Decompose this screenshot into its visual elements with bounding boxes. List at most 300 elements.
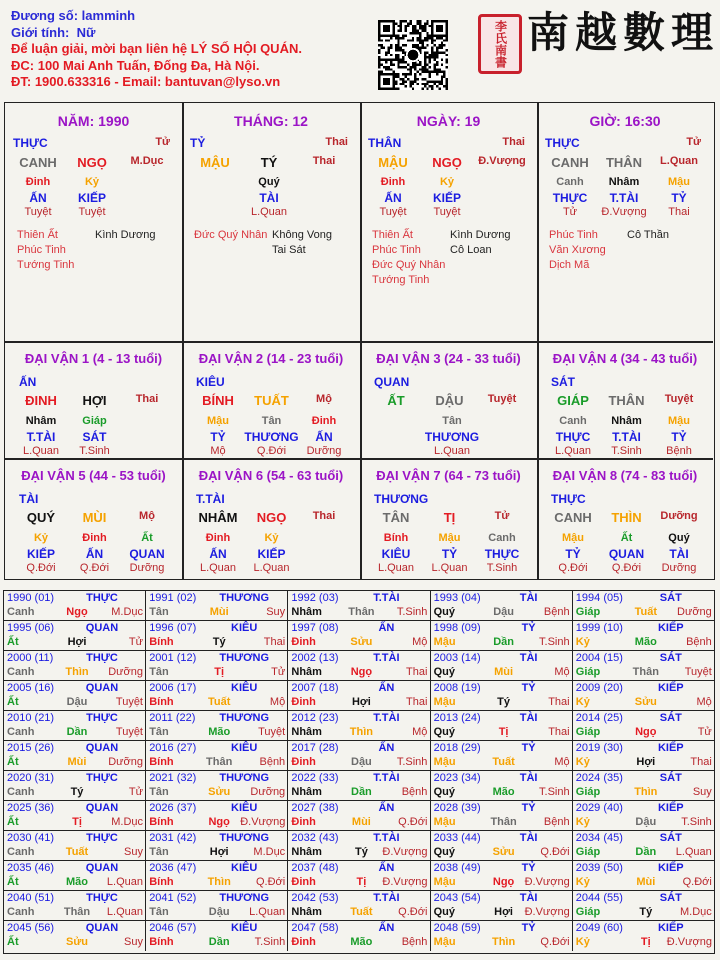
dai-van-stem: QUÝ: [26, 510, 56, 525]
year-cell[interactable]: [573, 741, 715, 771]
gender-value: Nữ: [76, 24, 96, 40]
star-other: Kình Dương: [95, 229, 156, 241]
year-label: 2004 (15): [575, 652, 623, 664]
year-cell[interactable]: [573, 591, 715, 621]
dv-hidden-state: Bệnh: [666, 445, 692, 457]
year-god: KIẾP: [657, 862, 684, 874]
year-god: THỰC: [86, 832, 118, 844]
year-stem: Canh: [7, 666, 35, 678]
hidden-state: Tử: [562, 206, 578, 218]
year-label: 2037 (48): [291, 862, 339, 874]
year-stem: Tân: [149, 726, 169, 738]
year-branch: Tý: [70, 786, 84, 798]
year-stem: Đinh: [291, 696, 316, 708]
year-state: L.Quan: [249, 906, 286, 918]
dv-hidden-stem: Đinh: [82, 532, 107, 544]
hidden-state: Tuyệt: [78, 206, 106, 218]
year-cell[interactable]: [4, 801, 146, 831]
year-label: 2018 (29): [433, 742, 481, 754]
year-cell[interactable]: [146, 891, 288, 921]
hidden-god: ẤN: [384, 191, 402, 205]
year-label: 2003 (14): [433, 652, 481, 664]
year-branch: Thìn: [634, 786, 658, 798]
year-cell[interactable]: [4, 861, 146, 891]
star-auspicious: Dịch Mã: [549, 259, 590, 271]
year-cell[interactable]: [4, 921, 146, 951]
year-state: Bệnh: [543, 606, 570, 618]
year-state: M.Dục: [111, 816, 143, 828]
year-state: Đ.Vượng: [524, 906, 570, 918]
year-stem: Kỷ: [575, 696, 590, 708]
year-cell[interactable]: [146, 621, 288, 651]
year-state: Đ.Vượng: [240, 816, 286, 828]
hidden-state: Thai: [668, 206, 690, 218]
year-branch: Mão: [350, 936, 373, 948]
year-cell[interactable]: [288, 891, 430, 921]
year-label: 2000 (11): [7, 652, 54, 664]
year-label: 2033 (44): [433, 832, 481, 844]
year-label: 2026 (37): [149, 802, 197, 814]
pillar-branch: THÂN: [605, 155, 643, 170]
year-state: Bệnh: [543, 816, 570, 828]
year-state: Dưỡng: [250, 786, 286, 798]
year-label: 2024 (35): [575, 772, 623, 784]
dai-van-state: Thai: [135, 393, 159, 405]
year-stem: Quý: [433, 786, 455, 798]
year-cell[interactable]: [4, 741, 146, 771]
year-cell[interactable]: [146, 681, 288, 711]
pillar-stem: CANH: [19, 155, 57, 170]
year-label: 2043 (54): [433, 892, 481, 904]
pillar-state: L.Quan: [660, 155, 698, 167]
year-branch: Ngọ: [208, 816, 230, 828]
year-cell[interactable]: [288, 591, 430, 621]
hidden-god: ẤN: [29, 191, 47, 205]
year-label: 1999 (10): [575, 622, 623, 634]
owner-label: Đương số:: [11, 8, 79, 23]
dv-hidden-stem: Mậu: [438, 532, 461, 544]
year-cell[interactable]: [4, 681, 146, 711]
year-stem: Bính: [149, 876, 174, 888]
pillar-branch-god: Thai: [502, 136, 525, 148]
year-state: Bệnh: [686, 636, 712, 648]
year-branch: Sửu: [634, 696, 657, 708]
year-cell[interactable]: [146, 921, 288, 951]
hidden-stem: Kỷ: [84, 176, 100, 188]
year-state: Q.Đới: [540, 936, 570, 948]
year-cell[interactable]: [288, 681, 430, 711]
year-branch: Thân: [206, 756, 233, 768]
year-state: M.Dục: [253, 846, 286, 858]
year-stem: Bính: [149, 816, 174, 828]
year-cell[interactable]: [146, 591, 288, 621]
year-cell[interactable]: [146, 831, 288, 861]
year-cell[interactable]: [288, 801, 430, 831]
year-god: KIÊU: [231, 682, 258, 694]
header-info: [11, 8, 371, 91]
year-label: 2044 (55): [575, 892, 623, 904]
year-cell[interactable]: [431, 741, 573, 771]
year-branch: Dần: [635, 846, 657, 858]
year-branch: Thân: [348, 606, 375, 618]
year-label: 1993 (04): [433, 592, 481, 604]
dv-hidden-state: L.Quan: [253, 562, 290, 574]
year-cell[interactable]: [4, 771, 146, 801]
year-cell[interactable]: [431, 771, 573, 801]
dv-hidden-state: Dưỡng: [129, 562, 165, 574]
year-branch: Mùi: [351, 816, 371, 828]
dv-hidden-god: TÀI: [669, 547, 689, 561]
dai-van-state: Dưỡng: [660, 510, 698, 522]
year-state: Q.Đới: [540, 846, 570, 858]
year-cell[interactable]: [288, 711, 430, 741]
year-god: SÁT: [659, 712, 682, 724]
year-state: Mộ: [554, 666, 570, 678]
year-branch: Sửu: [208, 786, 231, 798]
dv-hidden-god: THỰC: [484, 547, 520, 561]
year-cell[interactable]: [431, 891, 573, 921]
dai-van-title: ĐẠI VẬN 7 (64 - 73 tuổi): [376, 468, 521, 483]
phone-email-line[interactable]: ĐT: 1900.633316 - Email: bantuvan@lyso.vn: [11, 74, 281, 89]
year-cell[interactable]: [431, 621, 573, 651]
year-cell[interactable]: [573, 651, 715, 681]
year-stem: Giáp: [575, 846, 601, 858]
year-label: 2008 (19): [433, 682, 481, 694]
year-branch: Mùi: [636, 876, 656, 888]
year-label: 2032 (43): [291, 832, 339, 844]
year-god: ẤN: [378, 742, 395, 754]
year-branch: Sửu: [350, 636, 373, 648]
year-label: 2014 (25): [575, 712, 623, 724]
year-state: Tử: [128, 636, 143, 648]
year-god: T.TÀI: [373, 652, 400, 664]
year-god: QUAN: [85, 622, 119, 634]
year-god: T.TÀI: [373, 592, 400, 604]
dai-van-stem: CANH: [554, 510, 592, 525]
dv-hidden-stem: Canh: [559, 415, 587, 427]
year-god: THƯƠNG: [219, 652, 270, 664]
year-cell[interactable]: [431, 711, 573, 741]
dv-hidden-god: SÁT: [82, 430, 107, 444]
year-god: THƯƠNG: [219, 892, 270, 904]
dv-hidden-state: L.Quan: [554, 445, 592, 457]
dv-hidden-god: KIẾP: [257, 547, 286, 561]
year-cell[interactable]: [573, 621, 715, 651]
year-god: SÁT: [659, 832, 682, 844]
year-stem: Giáp: [575, 606, 601, 618]
year-cell[interactable]: [4, 831, 146, 861]
year-cell[interactable]: [573, 861, 715, 891]
year-branch: Sửu: [492, 846, 515, 858]
year-stem: Ất: [7, 816, 19, 828]
year-label: 2007 (18): [291, 682, 339, 694]
hidden-stem: Mậu: [668, 176, 690, 188]
dv-hidden-stem: Đinh: [311, 415, 337, 427]
star-other: Tai Sát: [272, 244, 306, 256]
year-state: Bệnh: [401, 786, 428, 798]
year-god: THƯƠNG: [219, 592, 270, 604]
year-label: 1995 (06): [7, 622, 55, 634]
year-branch: Mùi: [494, 666, 514, 678]
year-state: Suy: [266, 606, 286, 618]
year-branch: Dần: [208, 936, 230, 948]
year-branch: Ngọ: [66, 606, 88, 618]
year-cell[interactable]: [146, 651, 288, 681]
year-stem: Đinh: [291, 876, 316, 888]
hidden-state: Tuyệt: [433, 206, 461, 218]
year-label: 2019 (30): [575, 742, 623, 754]
year-branch: Mão: [208, 726, 231, 738]
year-cell[interactable]: [4, 621, 146, 651]
year-stem: Ất: [7, 696, 19, 708]
year-cell[interactable]: [431, 591, 573, 621]
star-auspicious: Đức Quý Nhân: [194, 229, 268, 241]
hidden-god: THỰC: [552, 191, 588, 205]
year-god: T.TÀI: [373, 832, 400, 844]
pillar-heaven-god: THÂN: [368, 136, 402, 150]
pillar-branch-god: Tử: [686, 136, 701, 148]
year-cell[interactable]: [573, 921, 715, 951]
year-cell[interactable]: [4, 891, 146, 921]
hidden-stem: Đinh: [380, 176, 406, 188]
dai-van-stem: GIÁP: [557, 393, 589, 408]
dv-hidden-state: Q.Đới: [26, 562, 56, 574]
year-cell[interactable]: [288, 621, 430, 651]
year-god: TỶ: [521, 922, 536, 934]
hidden-god: T.TÀI: [609, 191, 639, 205]
year-god: KIẾP: [657, 742, 684, 754]
year-god: THỰC: [86, 652, 118, 664]
year-stem: Đinh: [291, 936, 316, 948]
year-label: 2001 (12): [149, 652, 197, 664]
contact-line: Để luận giải, mời bạn liên hệ LÝ SỐ HỘI QUÁN.: [11, 41, 302, 56]
dv-hidden-god: ẤN: [315, 430, 333, 444]
year-state: Q.Đới: [682, 876, 712, 888]
dai-van-branch: HỢI: [82, 393, 107, 408]
year-god: TỶ: [521, 802, 536, 814]
year-stem: Tân: [149, 666, 169, 678]
dv-hidden-state: T.Sinh: [611, 445, 642, 457]
hidden-stem: Canh: [556, 176, 584, 188]
dai-van-branch: NGỌ: [256, 510, 287, 525]
dv-hidden-stem: Ất: [141, 532, 153, 544]
dv-hidden-stem: Nhâm: [25, 415, 57, 427]
year-stem: Giáp: [575, 786, 601, 798]
pillar-title: GIỜ: 16:30: [589, 113, 661, 129]
year-state: Thai: [405, 696, 428, 708]
year-state: Tuyệt: [115, 696, 143, 708]
year-state: Tuyệt: [684, 666, 712, 678]
dai-van-god: THỰC: [551, 492, 586, 506]
pillar-state: M.Dục: [130, 155, 164, 167]
year-god: ẤN: [378, 862, 395, 874]
star-auspicious: Phúc Tinh: [17, 244, 66, 256]
dv-hidden-state: Dưỡng: [661, 562, 697, 574]
year-state: Đ.Vượng: [524, 876, 570, 888]
year-cell[interactable]: [573, 801, 715, 831]
year-branch: Dần: [493, 636, 514, 648]
dv-hidden-stem: Đinh: [205, 532, 231, 544]
year-branch: Hợi: [636, 756, 656, 768]
year-branch: Dậu: [208, 906, 230, 918]
year-branch: Tý: [212, 636, 226, 648]
year-cell[interactable]: [4, 651, 146, 681]
year-branch: Tý: [639, 906, 653, 918]
dai-van-god: T.TÀI: [196, 492, 225, 506]
year-cell[interactable]: [146, 741, 288, 771]
year-god: TÀI: [519, 652, 538, 664]
year-state: M.Dục: [111, 606, 143, 618]
year-cell[interactable]: [431, 861, 573, 891]
year-branch: Tị: [640, 936, 651, 948]
qr-code-icon[interactable]: [378, 20, 448, 90]
year-god: KIÊU: [231, 742, 258, 754]
year-stem: Tân: [149, 786, 169, 798]
year-branch: Mão: [66, 876, 88, 888]
year-state: T.Sinh: [396, 606, 428, 618]
dv-hidden-god: KIẾP: [26, 547, 55, 561]
dv-hidden-god: TỶ: [441, 547, 458, 561]
year-cell[interactable]: [288, 651, 430, 681]
year-label: 2042 (53): [291, 892, 339, 904]
dai-van-state: Thai: [312, 510, 336, 522]
year-cell[interactable]: [431, 921, 573, 951]
dai-van-state: Mộ: [139, 510, 155, 522]
year-stem: Ất: [7, 876, 19, 888]
year-cell[interactable]: [431, 831, 573, 861]
year-cell[interactable]: [288, 741, 430, 771]
dv-hidden-stem: Kỷ: [33, 532, 49, 544]
year-cell[interactable]: [573, 891, 715, 921]
year-state: Mộ: [269, 696, 286, 708]
year-stem: Giáp: [575, 726, 601, 738]
year-label: 2020 (31): [7, 772, 55, 784]
dv-hidden-state: T.Sinh: [486, 562, 518, 574]
dv-hidden-stem: Mậu: [207, 415, 229, 427]
year-branch: Dậu: [493, 606, 514, 618]
year-god: KIÊU: [231, 922, 258, 934]
dv-hidden-stem: Ất: [620, 532, 633, 544]
year-stem: Nhâm: [291, 606, 322, 618]
year-cell[interactable]: [431, 681, 573, 711]
dv-hidden-god: KIÊU: [381, 547, 411, 561]
year-god: T.TÀI: [373, 772, 400, 784]
year-cell[interactable]: [4, 711, 146, 741]
year-god: SÁT: [659, 652, 682, 664]
year-cell[interactable]: [4, 591, 146, 621]
dv-hidden-god: TỶ: [565, 547, 581, 561]
year-label: 2012 (23): [291, 712, 339, 724]
pillar-title: NGÀY: 19: [416, 113, 481, 129]
year-cell[interactable]: [146, 711, 288, 741]
year-cell[interactable]: [146, 861, 288, 891]
year-god: TỶ: [521, 622, 536, 634]
year-cell[interactable]: [573, 771, 715, 801]
hidden-stem: Quý: [258, 176, 280, 188]
year-state: Mộ: [554, 756, 570, 768]
year-label: 2036 (47): [149, 862, 197, 874]
year-branch: Ngọ: [635, 726, 657, 738]
hidden-god: TÀI: [259, 191, 279, 205]
year-label: 2010 (21): [7, 712, 55, 724]
year-stem: Mậu: [433, 936, 456, 948]
dv-hidden-stem: Kỷ: [264, 532, 279, 544]
pillar-branch: NGỌ: [77, 155, 107, 170]
year-branch: Thìn: [349, 726, 373, 738]
year-cell[interactable]: [288, 771, 430, 801]
year-god: THƯƠNG: [219, 712, 270, 724]
year-label: 2023 (34): [433, 772, 481, 784]
dai-van-state: Tử: [494, 510, 510, 522]
dv-hidden-stem: Quý: [668, 532, 690, 544]
year-state: Đ.Vượng: [382, 846, 428, 858]
year-state: Thai: [263, 636, 286, 648]
year-cell[interactable]: [431, 651, 573, 681]
year-god: KIẾP: [657, 802, 684, 814]
year-god: TỶ: [521, 862, 536, 874]
year-stem: Giáp: [575, 906, 601, 918]
year-cell[interactable]: [573, 831, 715, 861]
year-state: Q.Đới: [255, 876, 286, 888]
year-state: Dưỡng: [677, 606, 712, 618]
year-state: Thai: [548, 696, 570, 708]
star-auspicious: Phúc Tinh: [372, 244, 421, 256]
dv-hidden-stem: Mậu: [562, 532, 584, 544]
dai-van-branch: THÂN: [608, 393, 645, 408]
year-branch: Ngọ: [492, 876, 515, 888]
year-stem: Quý: [433, 726, 455, 738]
year-cell[interactable]: [146, 771, 288, 801]
year-state: Mộ: [696, 696, 712, 708]
dv-hidden-state: Mộ: [210, 445, 226, 457]
dai-van-god: SÁT: [551, 375, 575, 389]
year-state: Đ.Vượng: [382, 876, 428, 888]
year-cell[interactable]: [288, 861, 430, 891]
year-label: 2027 (38): [291, 802, 339, 814]
year-god: KIÊU: [231, 802, 258, 814]
year-stem: Tân: [149, 846, 169, 858]
year-stem: Quý: [433, 666, 455, 678]
year-stem: Kỷ: [575, 876, 590, 888]
year-state: Suy: [692, 786, 712, 798]
year-state: Tử: [271, 666, 286, 678]
year-god: T.TÀI: [373, 892, 400, 904]
year-cell[interactable]: [288, 921, 430, 951]
year-state: L.Quan: [106, 876, 143, 888]
year-cell[interactable]: [146, 801, 288, 831]
dv-hidden-god: THƯƠNG: [244, 430, 299, 444]
year-god: THỰC: [86, 592, 118, 604]
year-cell[interactable]: [431, 801, 573, 831]
year-god: THỰC: [86, 712, 118, 724]
year-branch: Thân: [490, 816, 517, 828]
year-cell[interactable]: [288, 831, 430, 861]
pillar-branch: NGỌ: [432, 155, 462, 170]
year-god: THƯƠNG: [219, 832, 270, 844]
dai-van-title: ĐẠI VẬN 6 (54 - 63 tuổi): [198, 468, 344, 483]
year-branch: Tị: [72, 816, 82, 828]
year-cell[interactable]: [573, 711, 715, 741]
year-branch: Tị: [214, 666, 225, 678]
year-god: TỶ: [521, 742, 536, 754]
year-state: Thai: [690, 756, 712, 768]
year-label: 2047 (58): [291, 922, 339, 934]
pillar-title: THÁNG: 12: [234, 113, 308, 129]
year-stem: Nhâm: [291, 906, 322, 918]
year-cell[interactable]: [573, 681, 715, 711]
dai-van-god: ẤN: [19, 375, 37, 389]
year-label: 1994 (05): [575, 592, 623, 604]
